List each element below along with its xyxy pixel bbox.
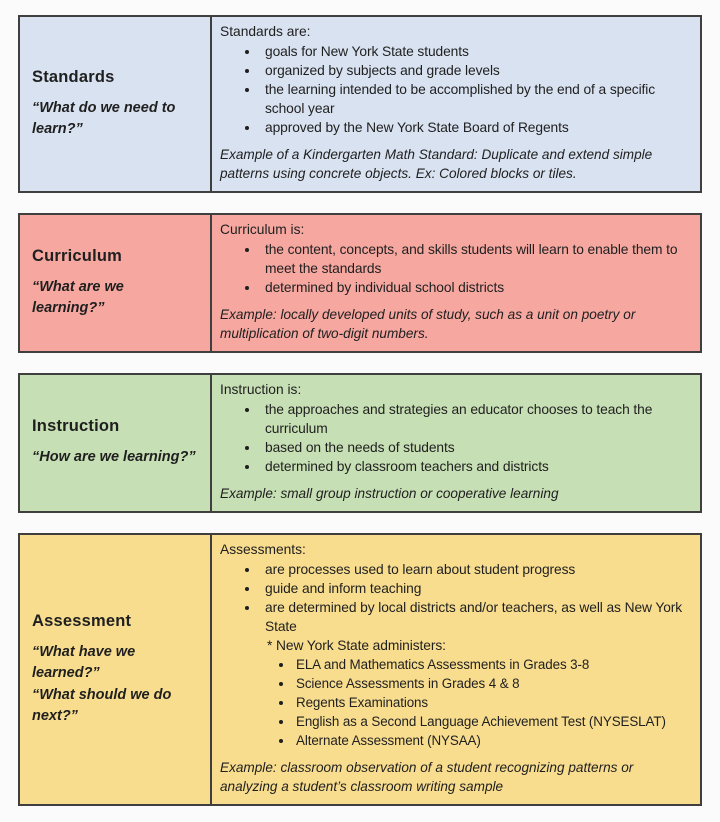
bullet-item <box>260 598 690 750</box>
bullet-list <box>220 560 690 750</box>
term-cell <box>20 17 212 191</box>
guiding-question: “How are we learning?” <box>32 449 196 466</box>
definition-header: Curriculum is: <box>220 222 305 237</box>
bullet-item <box>260 61 690 80</box>
bullet-text: goals for New York State students <box>265 44 469 59</box>
bullet-item <box>260 80 690 118</box>
term-cell <box>20 375 212 511</box>
guiding-question: “What are we learning?” <box>32 278 124 316</box>
bullet-text: the content, concepts, and skills students will learn to enable them to meet the standards <box>265 242 678 276</box>
bullet-text: are processes used to learn about student progress <box>265 562 576 577</box>
definition-cell <box>212 215 700 351</box>
sub-bullet-item: • Alternate Assessment (NYSAA) <box>294 731 690 750</box>
example-text: Example: classroom observation of a student recognizing patterns or analyzing a student’s classroom writing sample <box>220 760 634 794</box>
definition-header: Standards are: <box>220 24 311 39</box>
section-assessment <box>18 533 702 806</box>
bullet-item <box>260 438 690 457</box>
bullet-item <box>260 240 690 278</box>
bullet-list <box>220 42 690 137</box>
bullet-item <box>260 118 690 137</box>
example-text: Example: small group instruction or cooperative learning <box>220 486 559 501</box>
bullet-item <box>260 42 690 61</box>
bullet-item <box>260 278 690 297</box>
definition-header: Instruction is: <box>220 382 302 397</box>
sub-bullet-item: • ELA and Mathematics Assessments in Grades 3-8 <box>294 655 690 674</box>
term-cell <box>20 535 212 804</box>
sub-bullet-item: • English as a Second Language Achievement Test (NYSESLAT) <box>294 712 690 731</box>
guiding-questions <box>32 642 198 726</box>
section-standards <box>18 15 702 193</box>
bullet-item <box>260 457 690 476</box>
bullet-item <box>260 400 690 438</box>
definition-cell <box>212 375 700 511</box>
bullet-text: the learning intended to be accomplished by the end of a specific school year <box>265 82 656 116</box>
bullet-list <box>220 240 690 297</box>
guiding-question: “What have we learned?” <box>32 644 136 682</box>
guiding-question: “What do we need to learn?” <box>32 99 176 137</box>
bullet-text: approved by the New York State Board of Regents <box>265 120 569 135</box>
term-label: Instruction <box>32 417 120 436</box>
section-curriculum <box>18 213 702 353</box>
bullet-list <box>220 400 690 476</box>
guiding-questions <box>32 447 198 468</box>
sub-bullet-item: • Science Assessments in Grades 4 & 8 <box>294 674 690 693</box>
sub-bullet-list <box>265 655 690 750</box>
bullet-text: guide and inform teaching <box>265 581 422 596</box>
definition-cell <box>212 17 700 191</box>
bullet-text: organized by subjects and grade levels <box>265 63 500 78</box>
example-text: Example: locally developed units of study, such as a unit on poetry or multiplication of two-digit numbers. <box>220 307 636 341</box>
bullet-item <box>260 579 690 598</box>
bullet-text: determined by classroom teachers and districts <box>265 459 549 474</box>
bullet-text: the approaches and strategies an educator chooses to teach the curriculum <box>265 402 653 436</box>
definition-header: Assessments: <box>220 542 306 557</box>
sub-bullet-item: • Regents Examinations <box>294 693 690 712</box>
guiding-questions <box>32 277 198 319</box>
bullet-text: determined by individual school districts <box>265 280 504 295</box>
bullet-item <box>260 560 690 579</box>
bullet-text: based on the needs of students <box>265 440 455 455</box>
term-label: Standards <box>32 67 115 86</box>
bullet-text: are determined by local districts and/or teachers, as well as New York State <box>265 600 683 634</box>
guiding-question: “What should we do next?” <box>32 686 172 724</box>
definition-cell <box>212 535 700 804</box>
section-instruction <box>18 373 702 513</box>
guiding-questions <box>32 98 198 140</box>
sub-note: * New York State administers: <box>267 638 446 653</box>
term-label: Assessment <box>32 612 132 631</box>
term-cell <box>20 215 212 351</box>
term-label: Curriculum <box>32 246 123 265</box>
example-text: Example of a Kindergarten Math Standard: Duplicate and extend simple patterns using concrete objects. Ex: Colored blocks or tiles. <box>220 147 653 181</box>
